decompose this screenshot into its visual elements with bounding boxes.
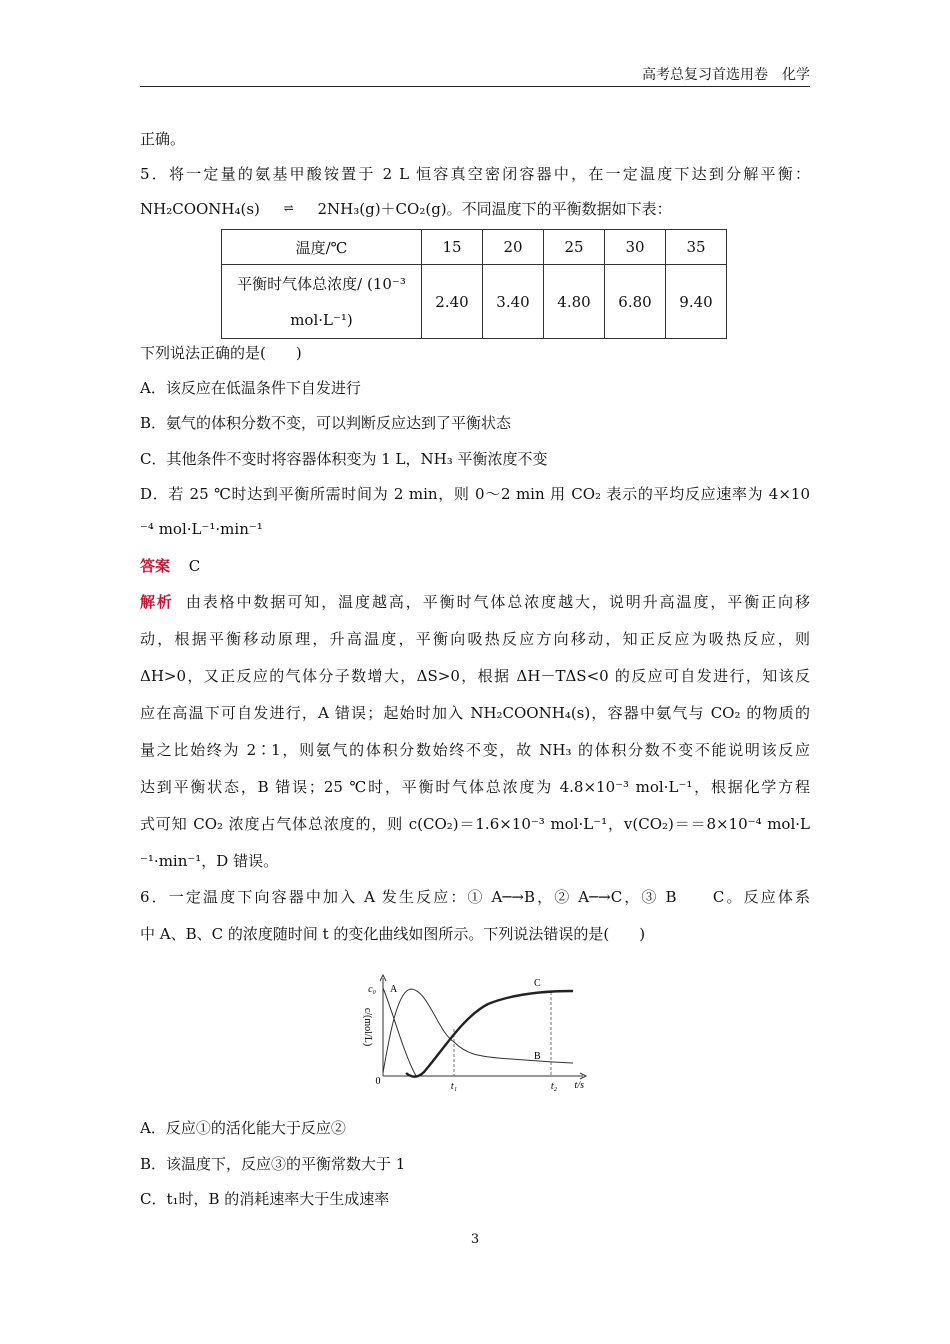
q5-ask: 下列说法正确的是( ) [140, 344, 302, 362]
curve-b-label: B [534, 1051, 541, 1062]
q5-option-d-line2: ⁻⁴ mol·L⁻¹·min⁻¹ [140, 520, 263, 538]
table-cell-temp-35: 35 [666, 230, 727, 265]
curve-c [406, 991, 573, 1077]
table-head-temperature: 温度/℃ [222, 230, 422, 265]
q6-option-a: A．反应①的活化能大于反应② [140, 1119, 346, 1137]
x-axis-label: t/s [574, 1080, 584, 1091]
q5-explanation-line8: ⁻¹·min⁻¹，D 错误。 [140, 852, 279, 870]
curve-b [383, 989, 573, 1073]
table-head-concentration-l2: mol·L⁻¹) [290, 310, 353, 329]
q5-stem-line1: 5．将一定量的氨基甲酸铵置于 2 L 恒容真空密闭容器中，在一定温度下达到分解平衡： [140, 165, 810, 183]
q5-answer [140, 555, 200, 577]
reversible-arrow-icon: ⇌ [283, 201, 294, 215]
concentration-time-figure [348, 972, 598, 1094]
explanation-text-1: 由表格中数据可知，温度越高，平衡时气体总浓度越大，说明升高温度，平衡正向移 [185, 593, 810, 611]
running-header [140, 66, 810, 87]
q5-option-c: C．其他条件不变时将容器体积变为 1 L，NH₃ 平衡浓度不变 [140, 450, 548, 468]
table-head-concentration-l1: 平衡时气体总浓度/ (10⁻³ [237, 274, 406, 293]
q5-explanation-line1 [140, 591, 810, 613]
q5-explanation-line3: ΔH>0，又正反应的气体分子数增大，ΔS>0，根据 ΔH－TΔS<0 的反应可自发进行，知该反 [140, 667, 810, 685]
table-cell-temp-30: 30 [605, 230, 666, 265]
table-cell-conc-35: 9.40 [666, 265, 727, 339]
explanation-label: 解析 [140, 593, 174, 611]
table-cell-temp-15: 15 [422, 230, 483, 265]
t1-label: t₁ [450, 1081, 458, 1092]
q5-equilibrium-table [221, 229, 727, 339]
t2-label: t₂ [550, 1081, 558, 1092]
table-cell-conc-15: 2.40 [422, 265, 483, 339]
q5-option-a: A．该反应在低温条件下自发进行 [140, 379, 361, 397]
origin-label: 0 [375, 1076, 381, 1087]
q5-option-d-line1: D．若 25 ℃时达到平衡所需时间为 2 min，则 0～2 min 用 CO₂ 表示的平均反应速率为 4×10 [140, 485, 810, 503]
table-cell-temp-25: 25 [544, 230, 605, 265]
c0-label: c₀ [368, 984, 376, 995]
table-cell-conc-30: 6.80 [605, 265, 666, 339]
q5-explanation-line7: 式可知 CO₂ 浓度占气体总浓度的，则 c(CO₂)＝1.6×10⁻³ mol·L⁻¹，v(CO₂)＝＝8×10⁻⁴ mol·L [140, 815, 810, 833]
q6-stem-line2: 中 A、B、C 的浓度随时间 t 的变化曲线如图所示。下列说法错误的是( ) [140, 925, 646, 943]
q5-equation-left: NH₂COONH₄(s) [140, 200, 260, 218]
page-number: 3 [470, 1232, 480, 1247]
header-title: 高考总复习首选用卷 化学 [642, 67, 810, 83]
q6-stem-line1: 6．一定温度下向容器中加入 A 发生反应：① A─→B，② A─→C，③ B C。反应体系 [140, 888, 810, 906]
table-row-temperature [222, 230, 727, 265]
y-axis-label: c/(mol/L) [362, 1007, 373, 1047]
answer-label: 答案 [140, 557, 171, 575]
curve-a-label: A [390, 984, 398, 995]
table-cell-temp-20: 20 [483, 230, 544, 265]
q5-option-b: B．氨气的体积分数不变，可以判断反应达到了平衡状态 [140, 414, 512, 432]
q5-explanation-line2: 动，根据平衡移动原理，升高温度，平衡向吸热反应方向移动，知正反应为吸热反应，则 [140, 630, 810, 648]
q6-option-b: B．该温度下，反应③的平衡常数大于 1 [140, 1155, 406, 1173]
q5-stem-tail: 。不同温度下的平衡数据如下表： [446, 200, 672, 218]
q5-equation-right: 2NH₃(g)＋CO₂(g) [317, 200, 447, 218]
table-head-concentration [222, 265, 422, 339]
q5-explanation-line6: 达到平衡状态，B 错误；25 ℃时，平衡时气体总浓度为 4.8×10⁻³ mol·L⁻¹，根据化学方程 [140, 778, 810, 796]
answer-value: C [188, 557, 201, 575]
q6-option-c: C．t₁时，B 的消耗速率大于生成速率 [140, 1190, 390, 1208]
table-cell-conc-20: 3.40 [483, 265, 544, 339]
q5-explanation-line4: 应在高温下可自发进行，A 错误；起始时加入 NH₂COONH₄(s)，容器中氨气与 CO₂ 的物质的 [140, 704, 810, 722]
prev-answer-tail: 正确。 [140, 130, 186, 148]
q5-explanation-line5: 量之比始终为 2∶1，则氨气的体积分数始终不变，故 NH₃ 的体积分数不变不能说明该反应 [140, 741, 810, 759]
table-row-concentration [222, 265, 727, 339]
curve-c-label: C [534, 978, 541, 989]
table-cell-conc-25: 4.80 [544, 265, 605, 339]
q5-stem-line2 [140, 198, 672, 221]
